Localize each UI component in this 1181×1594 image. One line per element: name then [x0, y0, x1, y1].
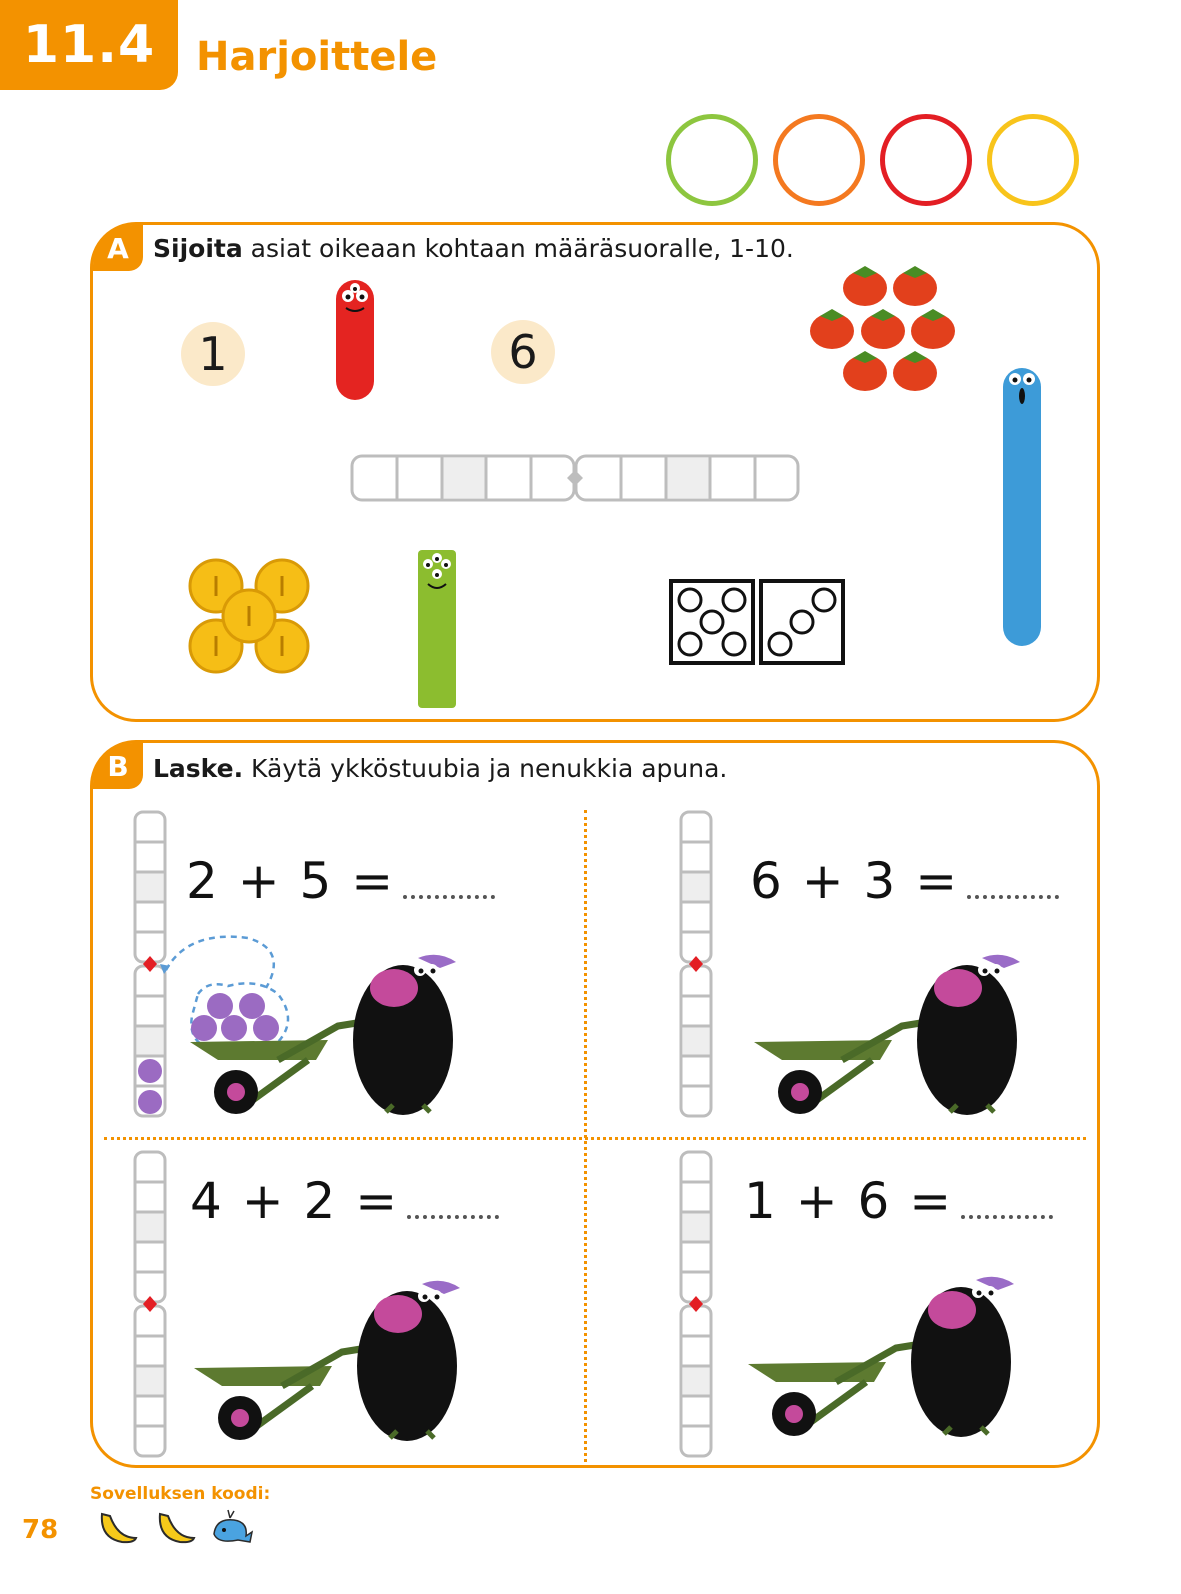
equation-text: 1 + 6 =	[744, 1172, 954, 1230]
number-disc-6[interactable]: 6	[491, 320, 555, 384]
dice-icon[interactable]	[668, 578, 846, 668]
exercise-a-letter: A	[93, 225, 143, 271]
red-creature-icon[interactable]	[330, 278, 380, 402]
answer-blank[interactable]	[407, 1215, 499, 1219]
instruction-text: asiat oikeaan kohtaan määräsuoralle, 1-10.	[242, 234, 794, 263]
banana-icon	[96, 1508, 140, 1548]
exercise-b-letter: B	[93, 743, 143, 789]
instruction-text: Käytä ykköstuubia ja nenukkia apuna.	[243, 754, 728, 783]
horizontal-divider	[104, 1137, 1086, 1140]
answer-blank[interactable]	[403, 895, 495, 899]
equation-3	[190, 1172, 499, 1230]
green-creature-icon[interactable]	[414, 548, 460, 710]
chapter-number: 11.4	[0, 0, 178, 90]
equation-4	[744, 1172, 1053, 1230]
equation-text: 6 + 3 =	[750, 852, 960, 910]
coins-icon[interactable]	[186, 558, 314, 676]
equation-2	[750, 852, 1059, 910]
exercise-a-instruction	[153, 234, 794, 263]
banana-icon	[154, 1508, 198, 1548]
instruction-verb: Laske.	[153, 754, 244, 783]
page-title: Harjoittele	[196, 34, 438, 80]
equation-text: 2 + 5 =	[186, 852, 396, 910]
equation-1	[186, 852, 495, 910]
tomatoes-icon[interactable]	[805, 258, 960, 398]
self-assessment-ring-red[interactable]	[880, 114, 972, 206]
self-assessment-ring-orange[interactable]	[773, 114, 865, 206]
number-line[interactable]	[348, 452, 802, 506]
wheelbarrow-creature-icon	[752, 930, 1042, 1120]
page-number: 78	[22, 1515, 59, 1545]
tens-tube[interactable]	[676, 808, 716, 1122]
answer-blank[interactable]	[967, 895, 1059, 899]
blue-creature-icon[interactable]	[1000, 366, 1044, 650]
instruction-verb: Sijoita	[153, 234, 243, 263]
number-disc-1[interactable]: 1	[181, 322, 245, 386]
wheelbarrow-creature-icon	[188, 930, 478, 1120]
whale-icon	[210, 1506, 254, 1546]
app-code-label: Sovelluksen koodi:	[90, 1484, 271, 1504]
exercise-b-instruction	[153, 754, 727, 783]
wheelbarrow-creature-icon	[746, 1252, 1036, 1442]
self-assessment-ring-yellow[interactable]	[987, 114, 1079, 206]
equation-text: 4 + 2 =	[190, 1172, 400, 1230]
answer-blank[interactable]	[961, 1215, 1053, 1219]
tens-tube[interactable]	[676, 1148, 716, 1462]
tens-tube[interactable]	[130, 1148, 170, 1462]
self-assessment-ring-green[interactable]	[666, 114, 758, 206]
vertical-divider	[584, 810, 587, 1462]
wheelbarrow-creature-icon	[192, 1256, 482, 1446]
